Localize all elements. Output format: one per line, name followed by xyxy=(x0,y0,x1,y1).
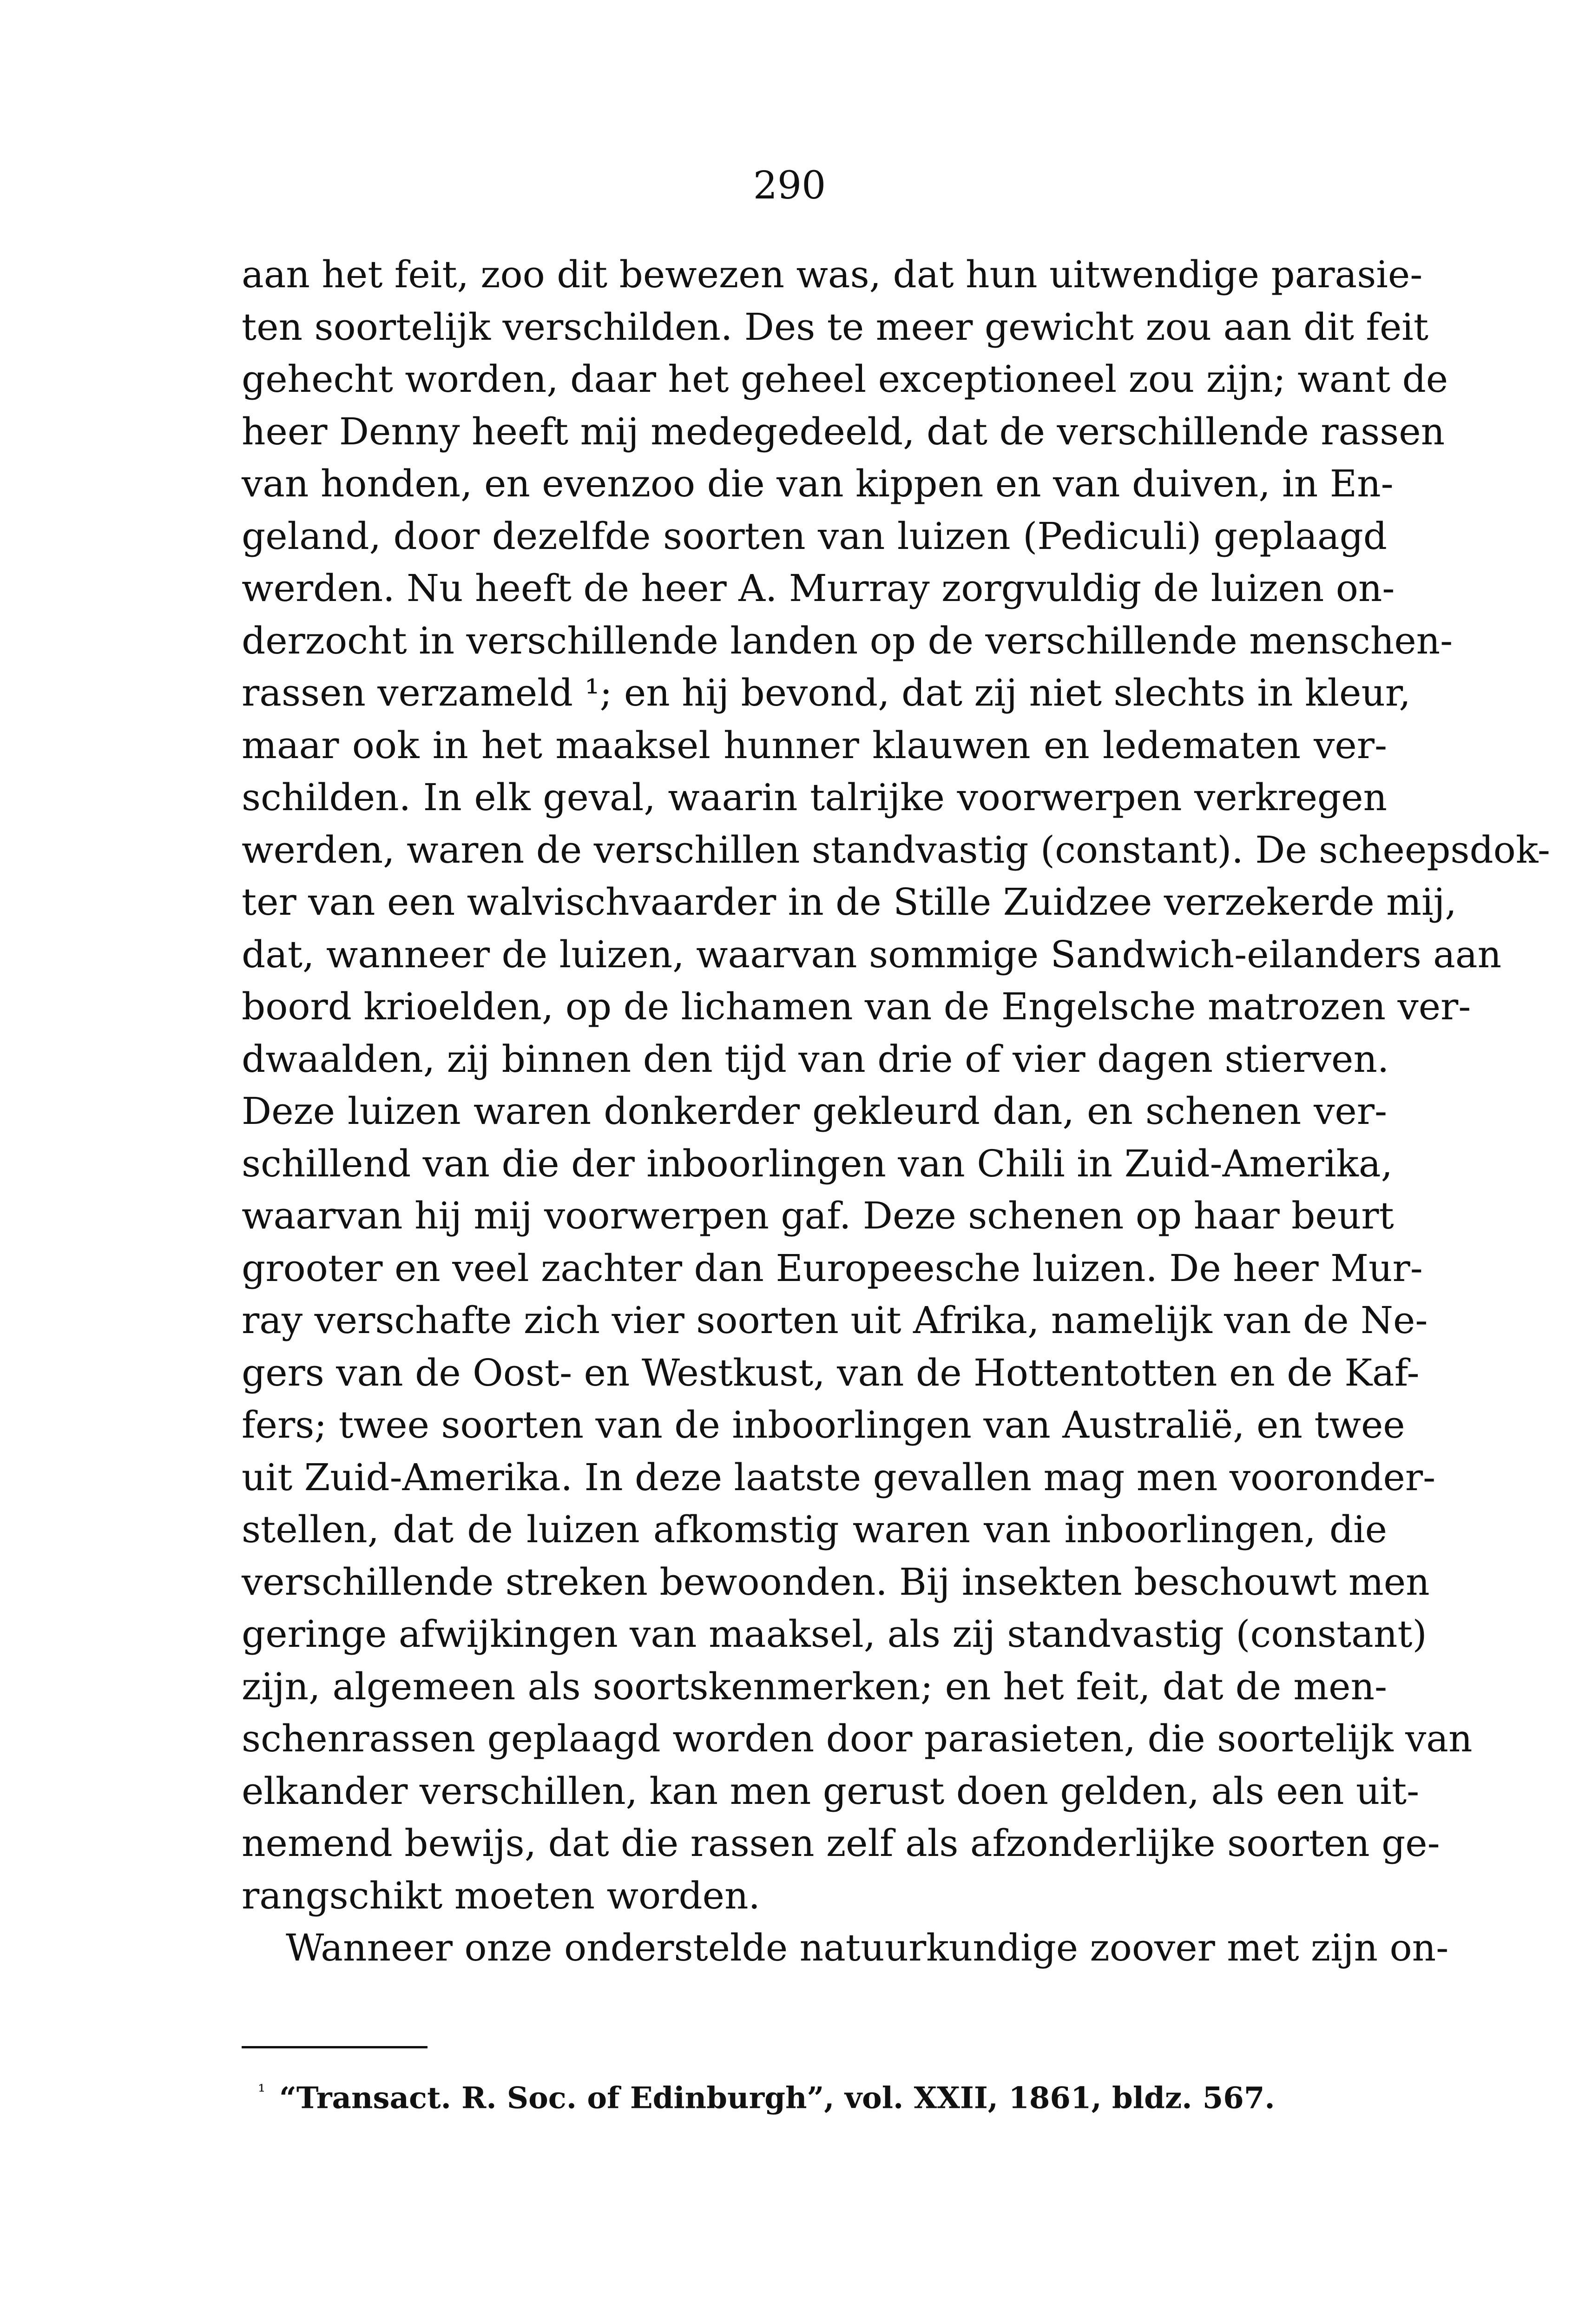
text-line: verschillende streken bewoonden. Bij insekten beschouwt men xyxy=(242,1560,1430,1604)
text-line: geringe afwijkingen van maaksel, als zij standvastig (constant) xyxy=(242,1612,1427,1656)
text-line: waarvan hij mij voorwerpen gaf. Deze schenen op haar beurt xyxy=(242,1194,1394,1237)
page-number: 290 xyxy=(753,164,826,208)
text-line: nemend bewijs, dat die rassen zelf als afzonderlijke soorten ge- xyxy=(242,1822,1440,1865)
text-line: van honden, en evenzoo die van kippen en van duiven, in En- xyxy=(242,462,1394,505)
text-line: ray verschafte zich vier soorten uit Afrika, namelijk van de Ne- xyxy=(242,1299,1428,1342)
text-line: werden, waren de verschillen standvastig (constant). De scheepsdok- xyxy=(242,828,1550,872)
footnote-text: “Transact. R. Soc. of Edinburgh”, vol. XXII, 1861, bldz. 567. xyxy=(279,2080,1275,2116)
text-line: gers van de Oost- en Westkust, van de Hottentotten en de Kaf- xyxy=(242,1351,1420,1394)
text-line: schillend van die der inboorlingen van Chili in Zuid-Amerika, xyxy=(242,1142,1393,1185)
text-line: zijn, algemeen als soortskenmerken; en het feit, dat de men- xyxy=(242,1664,1387,1708)
body-text xyxy=(242,249,1550,1974)
text-line: boord krioelden, op de lichamen van de Engelsche matrozen ver- xyxy=(242,985,1471,1028)
text-line: ten soortelijk verschilden. Des te meer gewicht zou aan dit feit xyxy=(242,305,1429,349)
text-line: werden. Nu heeft de heer A. Murray zorgvuldig de luizen on- xyxy=(242,567,1395,610)
text-line: aan het feit, zoo dit bewezen was, dat hun uitwendige parasie- xyxy=(242,253,1423,296)
text-line: schilden. In elk geval, waarin talrijke voorwerpen verkregen xyxy=(242,776,1387,819)
text-line: geland, door dezelfde soorten van luizen (Pediculi) geplaagd xyxy=(242,514,1387,558)
text-line: ter van een walvischvaarder in de Stille Zuidzee verzekerde mij, xyxy=(242,880,1457,924)
text-line: maar ook in het maaksel hunner klauwen en ledematen ver- xyxy=(242,723,1387,767)
text-line: schenrassen geplaagd worden door parasieten, die soortelijk van xyxy=(242,1717,1473,1760)
text-line: elkander verschillen, kan men gerust doen gelden, als een uit- xyxy=(242,1769,1420,1813)
text-line: heer Denny heeft mij medegedeeld, dat de verschillende rassen xyxy=(242,409,1445,453)
text-line: derzocht in verschillende landen op de verschillende menschen- xyxy=(242,619,1453,662)
text-line: dat, wanneer de luizen, waarvan sommige Sandwich-eilanders aan xyxy=(242,932,1502,976)
text-line: Deze luizen waren donkerder gekleurd dan, en schenen ver- xyxy=(242,1089,1387,1133)
text-line: uit Zuid-Amerika. In deze laatste gevallen mag men vooronder- xyxy=(242,1455,1436,1499)
text-line: stellen, dat de luizen afkomstig waren van inboorlingen, die xyxy=(242,1508,1387,1551)
paragraph-start-line: Wanneer onze onderstelde natuurkundige zoover met zijn on- xyxy=(286,1926,1449,1969)
text-line: grooter en veel zachter dan Europeesche luizen. De heer Mur- xyxy=(242,1246,1423,1290)
footnote-divider xyxy=(242,2046,428,2048)
footnote-marker: ¹ xyxy=(258,2081,266,2102)
paragraph-end-line: rangschikt moeten worden. xyxy=(242,1874,760,1917)
text-line: dwaalden, zij binnen den tijd van drie of vier dagen stierven. xyxy=(242,1037,1389,1081)
text-line: rassen verzameld ¹; en hij bevond, dat zij niet slechts in kleur, xyxy=(242,671,1411,714)
text-line: gehecht worden, daar het geheel exceptioneel zou zijn; want de xyxy=(242,357,1448,401)
footnote xyxy=(258,2068,1373,2121)
text-line: fers; twee soorten van de inboorlingen van Australië, en twee xyxy=(242,1403,1405,1446)
